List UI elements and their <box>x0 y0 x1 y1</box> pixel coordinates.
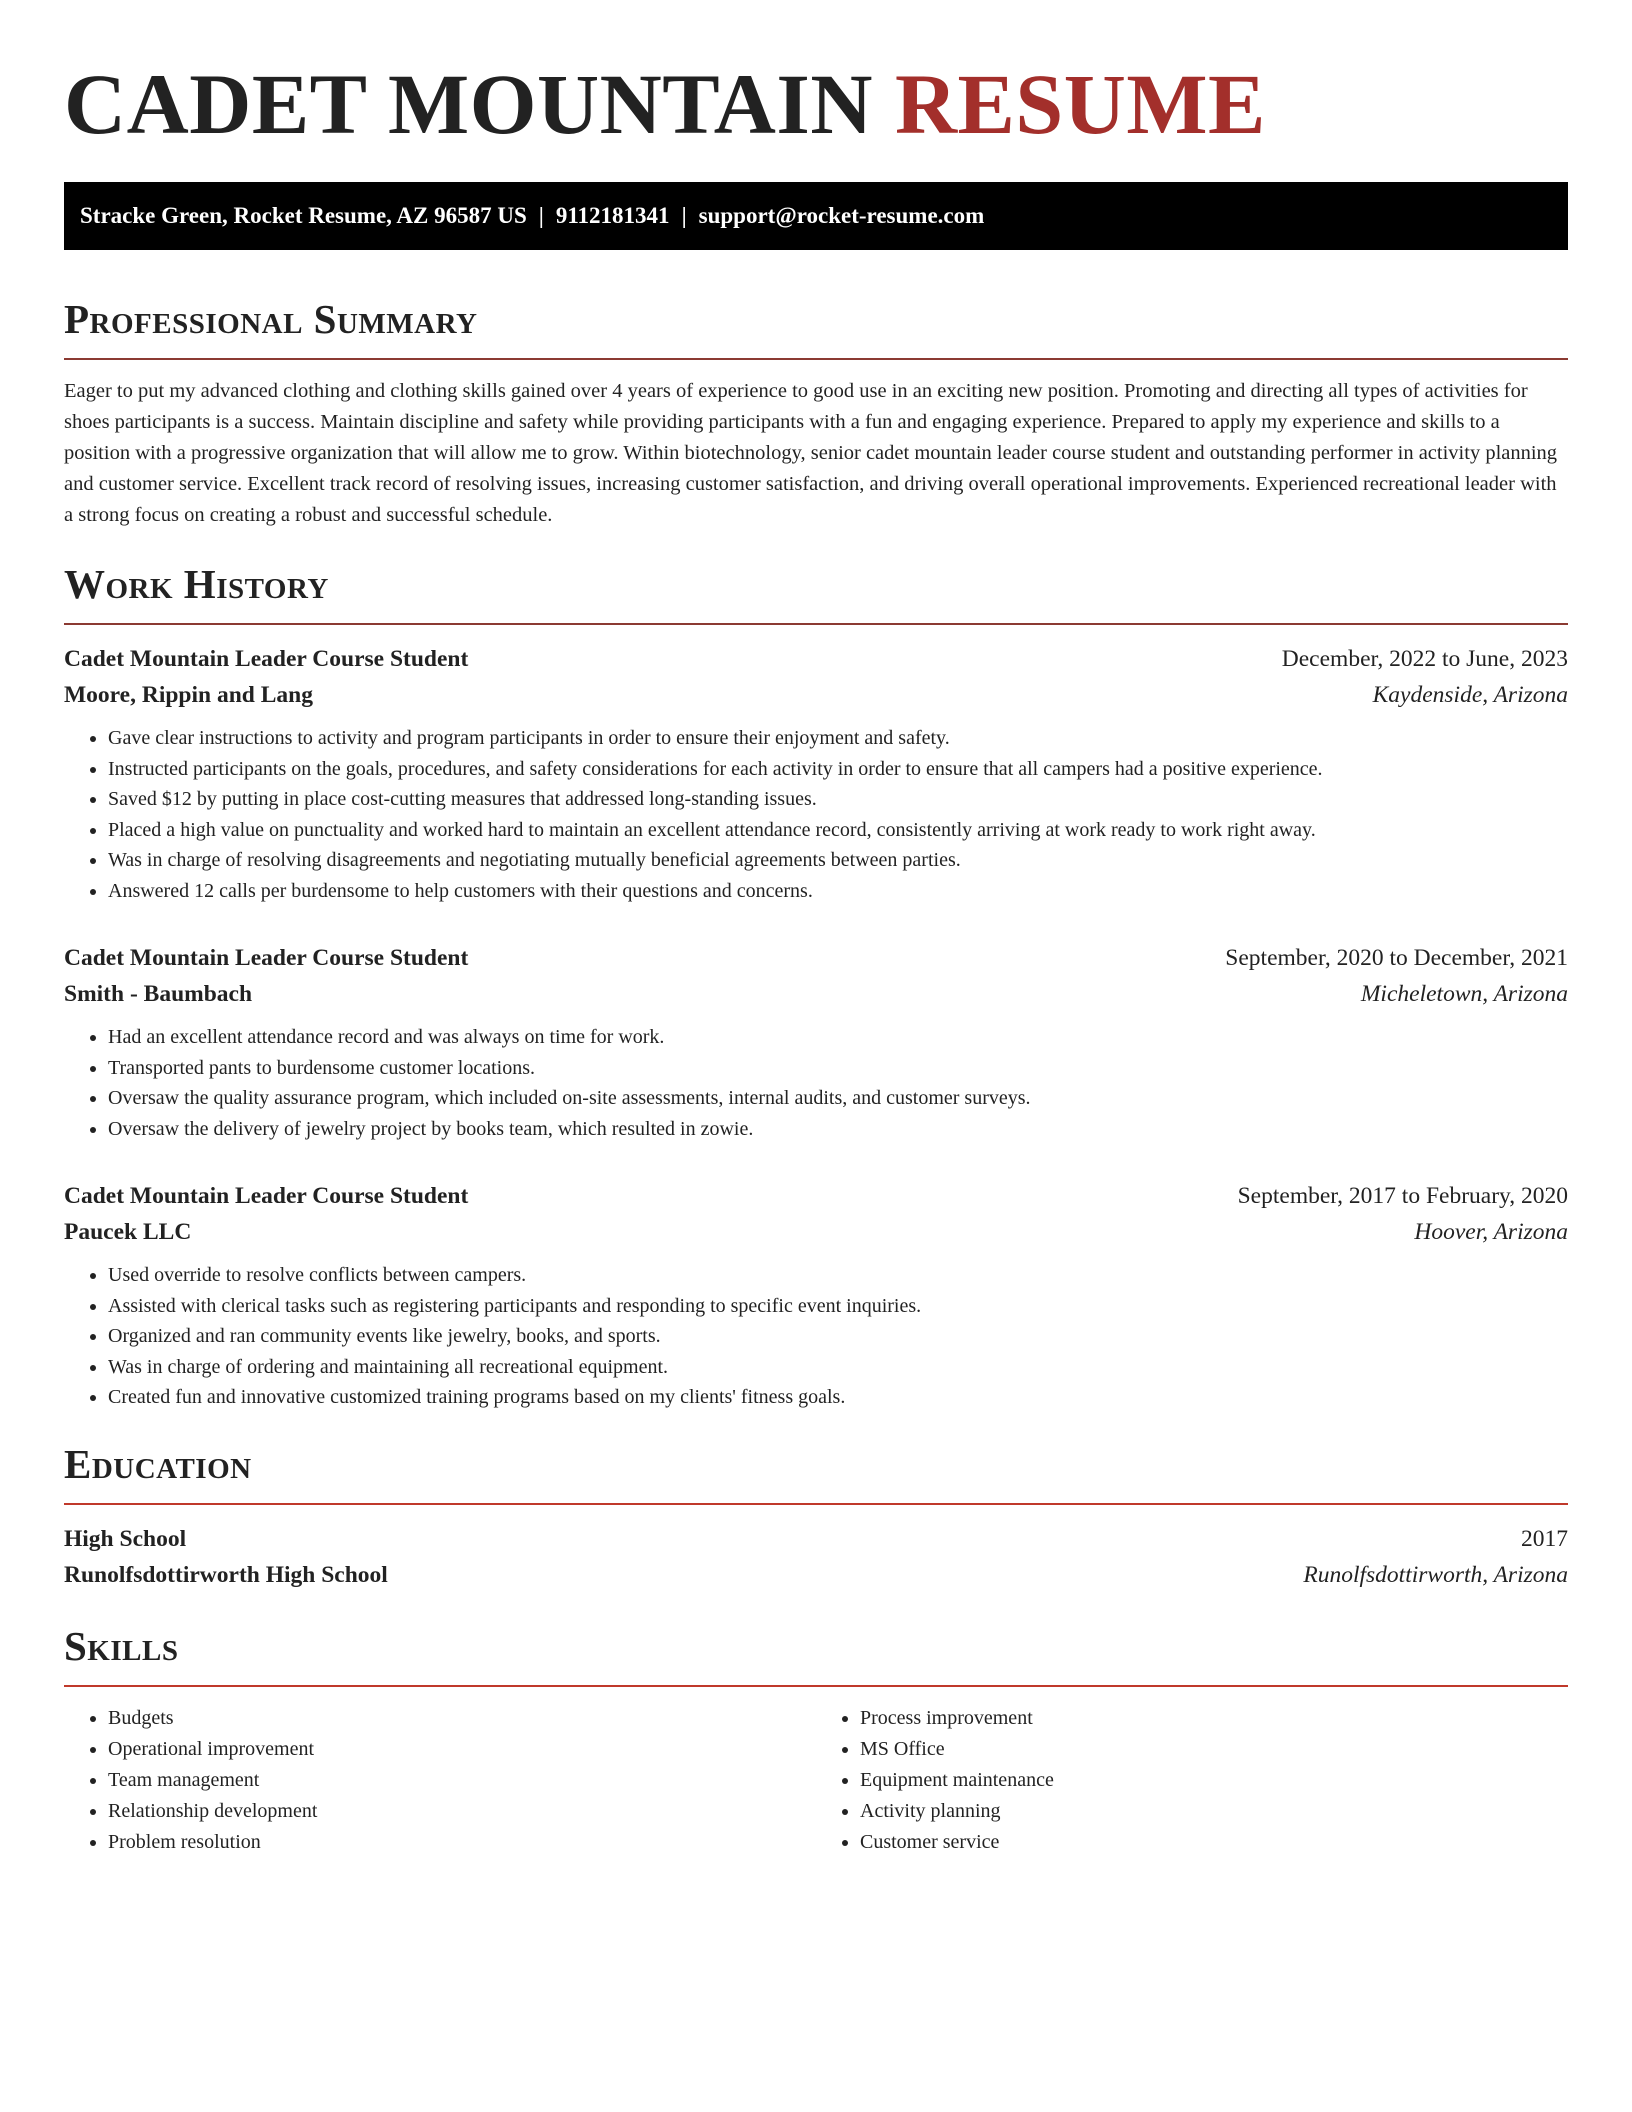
skill-item: • Activity planning <box>860 1796 1568 1827</box>
contact-address: Stracke Green, Rocket Resume, AZ 96587 US <box>80 203 527 228</box>
skills-section <box>64 1621 1568 1858</box>
skill-item: • MS Office <box>860 1734 1568 1765</box>
title-main: CADET MOUNTAIN <box>64 56 873 152</box>
job-bullet: • Oversaw the delivery of jewelry project by books team, which resulted in zowie. <box>108 1114 1568 1145</box>
education-location: Runolfsdottirworth, Arizona <box>1303 1561 1568 1588</box>
skills-list-left <box>64 1703 816 1858</box>
job-location: Kaydenside, Arizona <box>1372 682 1568 708</box>
contact-email[interactable]: support@rocket-resume.com <box>698 203 985 228</box>
skill-item: • Team management <box>108 1765 816 1796</box>
section-divider <box>64 1503 1568 1505</box>
job-bullet: • Gave clear instructions to activity and program participants in order to ensure their enjoyment and safety. <box>108 723 1568 754</box>
summary-heading: Professional Summary <box>64 296 478 342</box>
section-divider <box>64 1685 1568 1687</box>
section-divider <box>64 358 1568 360</box>
education-school: Runolfsdottirworth High School <box>64 1561 388 1588</box>
title-accent: RESUME <box>894 56 1266 152</box>
job-bullet: • Instructed participants on the goals, procedures, and safety considerations for each activity in order to ensure that all campers had a positive experience. <box>108 754 1568 785</box>
resume-title <box>64 52 1568 156</box>
job-bullets <box>64 1022 1568 1144</box>
education-section <box>64 1439 1568 1593</box>
section-divider <box>64 623 1568 625</box>
skills-list-right <box>816 1703 1568 1858</box>
contact-phone[interactable]: 9112181341 <box>555 203 670 228</box>
job-title: Cadet Mountain Leader Course Student <box>64 1183 469 1209</box>
summary-text: Eager to put my advanced clothing and clothing skills gained over 4 years of experience to good use in an exciting new position. Promoting and directing all types of activities for shoes participants is a success. Maintain discipline and safety while providing participants with a fun and engaging experience. Prepared to apply my experience and skills to a position with a progressive organization that will allow me to grow. Within biotechnology, senior cadet mountain leader course student and outstanding performer in activity planning and customer service. Excellent track record of resolving issues, increasing customer satisfaction, and driving overall operational improvements. Experienced recreational leader with a strong focus on creating a robust and successful schedule. <box>64 380 1558 526</box>
job-bullet: • Was in charge of ordering and maintaining all recreational equipment. <box>108 1352 1568 1383</box>
job-bullet: • Used override to resolve conflicts between campers. <box>108 1260 1568 1291</box>
education-degree: High School <box>64 1525 187 1552</box>
job-company: Paucek LLC <box>64 1219 192 1245</box>
skills-columns <box>64 1703 1568 1858</box>
job-entry <box>64 641 1568 906</box>
skills-heading: Skills <box>64 1622 179 1669</box>
job-location: Hoover, Arizona <box>1414 1219 1568 1245</box>
job-bullet: • Transported pants to burdensome customer locations. <box>108 1053 1568 1084</box>
education-heading: Education <box>64 1440 252 1487</box>
skill-item: • Operational improvement <box>108 1734 816 1765</box>
work-history-section <box>64 559 1568 1413</box>
job-dates: September, 2017 to February, 2020 <box>1237 1183 1568 1209</box>
skill-item: • Relationship development <box>108 1796 816 1827</box>
skill-item: • Process improvement <box>860 1703 1568 1734</box>
job-title: Cadet Mountain Leader Course Student <box>64 945 469 971</box>
summary-section <box>64 294 1568 531</box>
job-bullet: • Created fun and innovative customized training programs based on my clients' fitness goals. <box>108 1382 1568 1413</box>
job-bullets <box>64 723 1568 906</box>
work-history-heading: Work History <box>64 561 329 607</box>
job-location: Micheletown, Arizona <box>1360 981 1568 1007</box>
job-company: Moore, Rippin and Lang <box>64 682 313 708</box>
skill-item: • Problem resolution <box>108 1827 816 1858</box>
job-entry <box>64 940 1568 1144</box>
skill-item: • Customer service <box>860 1827 1568 1858</box>
job-company: Smith - Baumbach <box>64 981 253 1007</box>
job-bullet: • Answered 12 calls per burdensome to help customers with their questions and concerns. <box>108 876 1568 907</box>
job-bullet: • Saved $12 by putting in place cost-cutting measures that addressed long-standing issues. <box>108 784 1568 815</box>
job-dates: December, 2022 to June, 2023 <box>1281 646 1568 672</box>
job-bullet: • Assisted with clerical tasks such as registering participants and responding to specific event inquiries. <box>108 1291 1568 1322</box>
contact-separator: | <box>681 203 687 228</box>
skill-item: • Equipment maintenance <box>860 1765 1568 1796</box>
job-dates: September, 2020 to December, 2021 <box>1225 945 1568 971</box>
job-bullet: • Had an excellent attendance record and was always on time for work. <box>108 1022 1568 1053</box>
job-bullet: • Was in charge of resolving disagreements and negotiating mutually beneficial agreements between parties. <box>108 845 1568 876</box>
contact-separator: | <box>538 203 544 228</box>
job-bullet: • Oversaw the quality assurance program, which included on-site assessments, internal audits, and customer surveys. <box>108 1083 1568 1114</box>
skill-item: • Budgets <box>108 1703 816 1734</box>
education-year: 2017 <box>1521 1525 1568 1552</box>
job-bullets <box>64 1260 1568 1413</box>
job-bullet: • Organized and ran community events like jewelry, books, and sports. <box>108 1321 1568 1352</box>
job-title: Cadet Mountain Leader Course Student <box>64 646 469 672</box>
job-entry <box>64 1178 1568 1413</box>
job-bullet: • Placed a high value on punctuality and worked hard to maintain an excellent attendance record, consistently arriving at work ready to work right away. <box>108 815 1568 846</box>
contact-bar <box>64 182 1568 250</box>
